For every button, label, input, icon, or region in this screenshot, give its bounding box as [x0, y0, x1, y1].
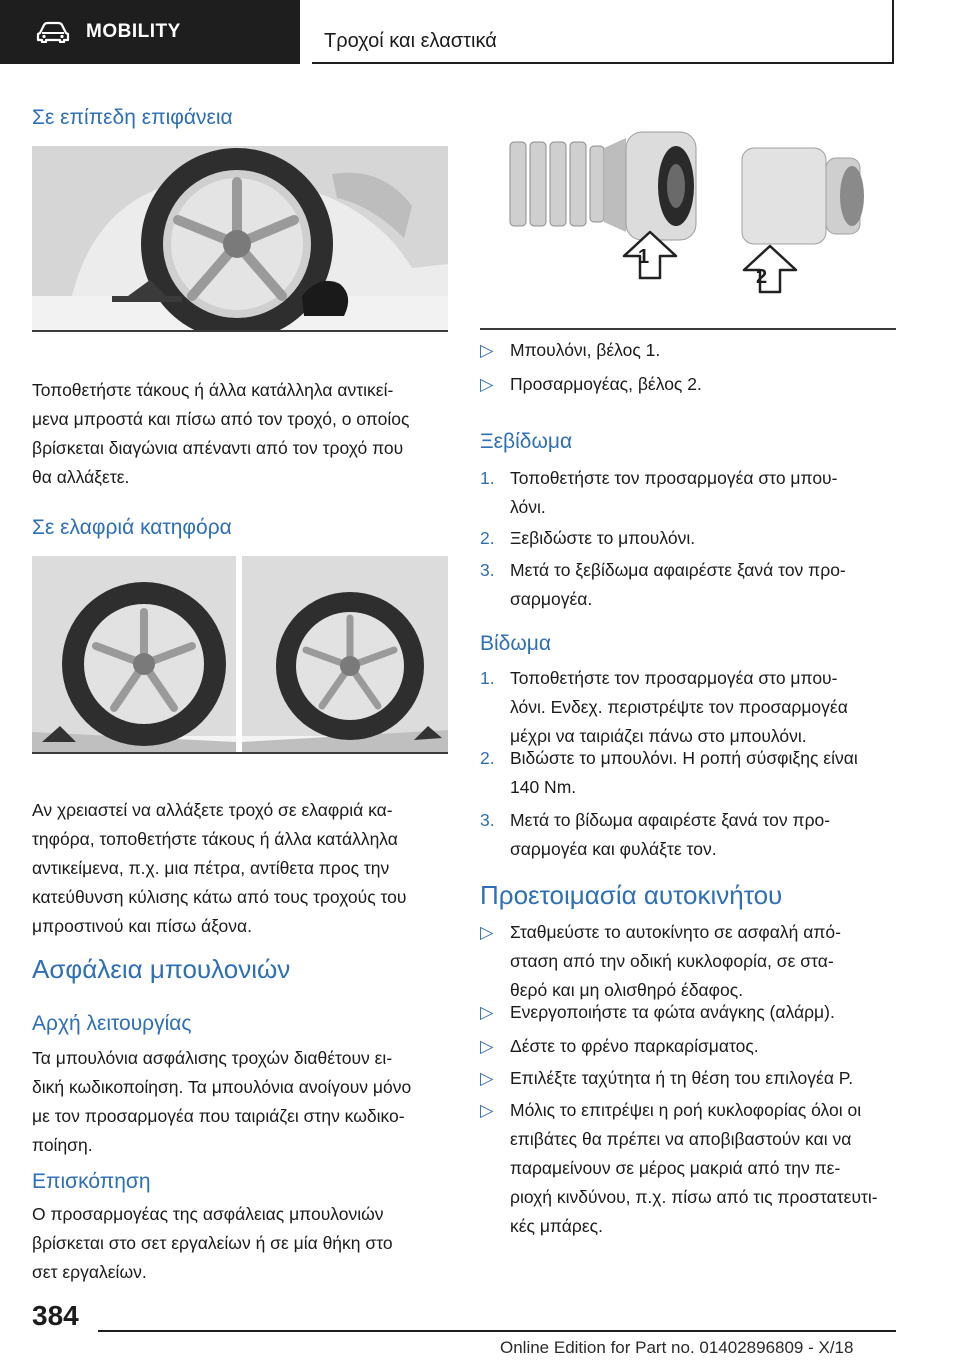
legend-text: Προσαρμογέας, βέλος 2. [510, 374, 702, 394]
text-line: Ξεβιδώστε το μπουλόνι. [510, 528, 696, 548]
heading-wheel-lock: Ασφάλεια μπουλονιών [32, 954, 291, 984]
step-number: 2. [480, 528, 495, 548]
lock-bolt-adapter-image [480, 128, 896, 300]
image-baseline [480, 328, 896, 330]
arrow-label-1: 1 [638, 246, 650, 268]
text-line: βρίσκεται στο σετ εργαλείων ή σε μία θήκη στο [32, 1233, 393, 1253]
text-line: θερό και μη ολισθηρό έδαφος. [510, 980, 744, 1000]
heading-overview: Επισκόπηση [32, 1170, 151, 1193]
step-number: 3. [480, 560, 495, 580]
text-line: μέχρι να ταιριάζει πάνω στο μπουλόνι. [510, 726, 807, 746]
triangle-bullet-icon: ▷ [480, 1068, 494, 1088]
text-line: μενα μπροστά και πίσω από τον τροχό, ο οποίος [32, 409, 410, 429]
step-text [510, 464, 898, 522]
text-line: Μόλις το επιτρέψει η ροή κυκλοφορίας όλοι οι [510, 1100, 862, 1120]
triangle-bullet-icon: ▷ [480, 374, 494, 394]
prep-text [510, 1064, 898, 1093]
text-line: επιβάτες θα πρέπει να αποβιβαστούν και να [510, 1129, 852, 1149]
text-line: τηφόρα, τοποθετήστε τάκους ή άλλα κατάλληλα [32, 829, 398, 849]
paragraph-slope [32, 796, 452, 941]
triangle-bullet-icon: ▷ [480, 1002, 494, 1022]
text-line: βρίσκεται διαγώνια απέναντι από τον τροχό που [32, 438, 404, 458]
legend-text: Μπουλόνι, βέλος 1. [510, 340, 661, 360]
text-line: Τοποθετήστε τον προσαρμογέα στο μπου‐ [510, 668, 838, 688]
text-line: κατεύθυνση κύλισης κάτω από τους τροχούς του [32, 887, 407, 907]
heading-flat-surface: Σε επίπεδη επιφάνεια [32, 106, 233, 129]
text-line: ριοχή κινδύνου, π.χ. πίσω από τις προστατευτι‐ [510, 1187, 878, 1207]
text-line: ποίηση. [32, 1135, 93, 1155]
step-number: 1. [480, 668, 495, 688]
text-line: λόνι. [510, 497, 546, 517]
triangle-bullet-icon: ▷ [480, 1036, 494, 1056]
footer-edition: Online Edition for Part no. 01402896809 - X/18 [500, 1338, 854, 1357]
text-line: σταση από την οδική κυκλοφορία, σε στα‐ [510, 951, 834, 971]
step-text [510, 806, 898, 864]
step-number: 2. [480, 748, 495, 768]
arrow-label-2: 2 [756, 266, 768, 288]
chapter-title: Τροχοί και ελαστικά [324, 30, 497, 52]
text-line: μπροστινού και πίσω άξονα. [32, 916, 252, 936]
heading-unscrew: Ξεβίδωμα [480, 430, 573, 453]
text-line: Αν χρειαστεί να αλλάξετε τροχό σε ελαφριά κα‐ [32, 800, 393, 820]
prep-text [510, 998, 898, 1027]
text-line: Τοποθετήστε τον προσαρμογέα στο μπου‐ [510, 468, 838, 488]
footer-rule [98, 1330, 896, 1332]
page-number: 384 [32, 1300, 79, 1331]
header-bar [0, 0, 300, 64]
text-line: Τοποθετήστε τάκους ή άλλα κατάλληλα αντικεί‐ [32, 380, 394, 400]
text-line: 140 Nm. [510, 777, 577, 797]
step-text [510, 744, 898, 802]
heading-principle: Αρχή λειτουργίας [32, 1012, 192, 1035]
heading-slope: Σε ελαφριά κατηφόρα [32, 516, 232, 539]
text-line: Μετά το ξεβίδωμα αφαιρέστε ξανά τον προ‐ [510, 560, 846, 580]
step-text [510, 556, 898, 614]
paragraph-flat [32, 376, 452, 492]
text-line: λόνι. Ενδεχ. περιστρέψτε τον προσαρμογέα [510, 697, 848, 717]
heading-screw: Βίδωμα [480, 632, 551, 655]
paragraph-principle [32, 1044, 452, 1160]
text-line: Επιλέξτε ταχύτητα ή τη θέση του επιλογέα P. [510, 1068, 854, 1088]
text-line: σαρμογέα και φυλάξτε τον. [510, 839, 717, 859]
text-line: αντικείμενα, π.χ. μια πέτρα, αντίθετα προς την [32, 858, 390, 878]
chapter-header [312, 0, 894, 64]
heading-vehicle-prep: Προετοιμασία αυτοκινήτου [480, 880, 783, 910]
text-line: κές μπάρες. [510, 1216, 603, 1236]
wheel-chock-image-slope [32, 556, 448, 752]
text-line: Βιδώστε το μπουλόνι. Η ροπή σύσφιξης είναι [510, 748, 858, 768]
text-line: παραμείνουν σε μέρος μακριά από την πε‐ [510, 1158, 841, 1178]
image-baseline [32, 330, 448, 332]
wheel-chock-image-flat [32, 146, 448, 330]
paragraph-overview [32, 1200, 452, 1287]
text-line: Δέστε το φρένο παρκαρίσματος. [510, 1036, 759, 1056]
image-baseline [32, 752, 448, 754]
triangle-bullet-icon: ▷ [480, 340, 494, 360]
car-icon [36, 21, 70, 43]
text-line: σαρμογέα. [510, 589, 593, 609]
text-line: Τα μπουλόνια ασφάλισης τροχών διαθέτουν ει‐ [32, 1048, 393, 1068]
text-line: Ενεργοποιήστε τα φώτα ανάγκης (αλάρμ). [510, 1002, 835, 1022]
text-line: Ο προσαρμογέας της ασφάλειας μπουλονιών [32, 1204, 384, 1224]
text-line: θα αλλάξετε. [32, 467, 130, 487]
step-text [510, 664, 898, 751]
step-number: 1. [480, 468, 495, 488]
prep-text [510, 918, 898, 1005]
step-text [510, 524, 898, 553]
text-line: με τον προσαρμογέα που ταιριάζει στην κωδικο‐ [32, 1106, 405, 1126]
step-number: 3. [480, 810, 495, 830]
prep-text [510, 1096, 898, 1241]
text-line: Μετά το βίδωμα αφαιρέστε ξανά τον προ‐ [510, 810, 831, 830]
triangle-bullet-icon: ▷ [480, 1100, 494, 1120]
prep-text [510, 1032, 898, 1061]
section-tag: MOBILITY [86, 21, 181, 42]
text-line: δική κωδικοποίηση. Τα μπουλόνια ανοίγουν μόνο [32, 1077, 412, 1097]
text-line: σετ εργαλείων. [32, 1262, 147, 1282]
triangle-bullet-icon: ▷ [480, 922, 494, 942]
text-line: Σταθμεύστε το αυτοκίνητο σε ασφαλή από‐ [510, 922, 841, 942]
